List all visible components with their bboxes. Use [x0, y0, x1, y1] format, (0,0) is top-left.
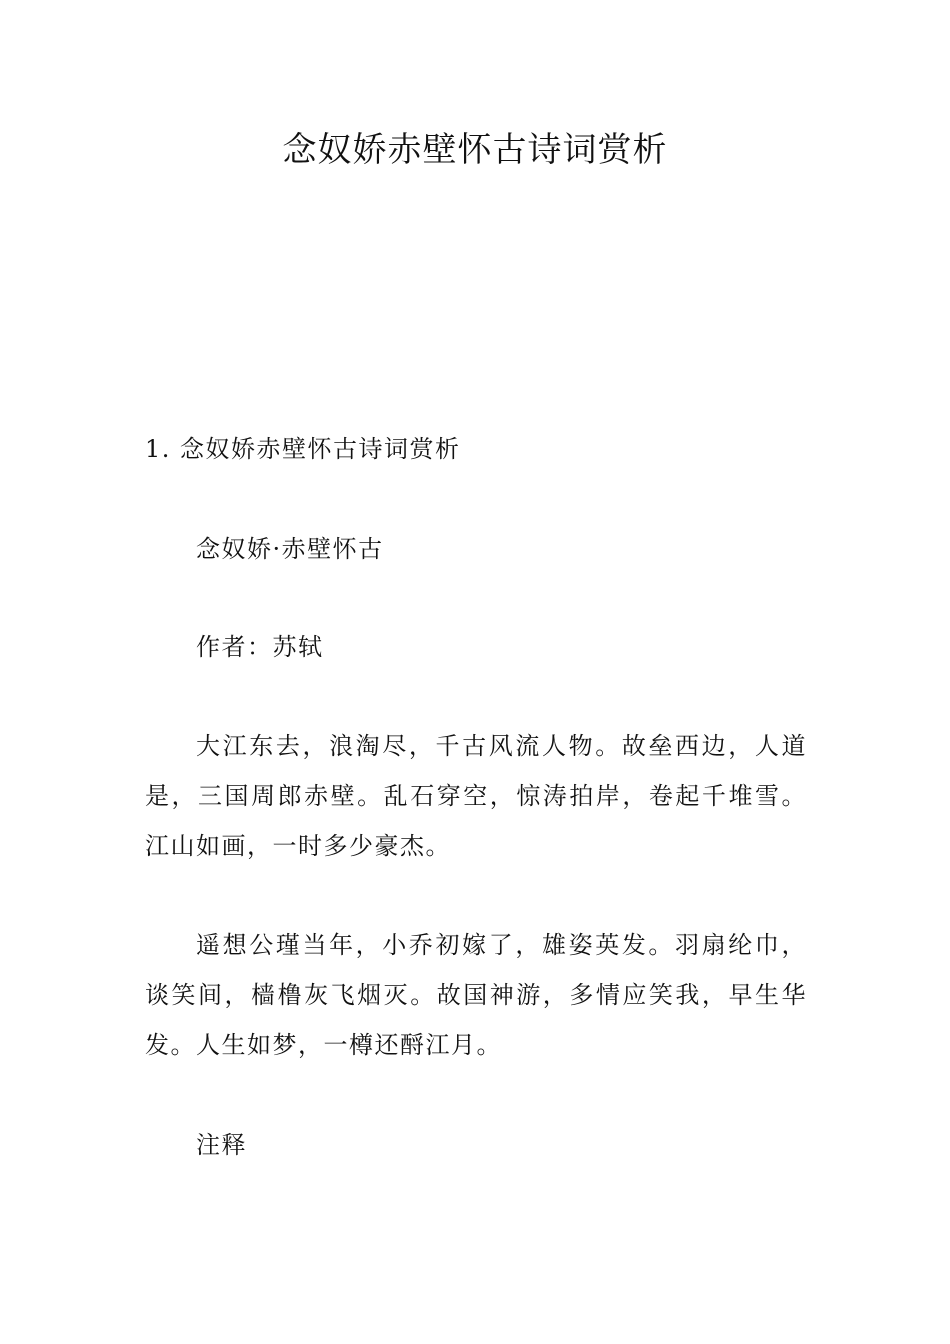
notes-label: 注释	[196, 1131, 247, 1159]
poem-stanza-1: 大江东去，浪淘尽，千古风流人物。故垒西边，人道是，三国周郎赤壁。乱石穿空，惊涛拍岸，卷起千堆雪。江山如画，一时多少豪杰。	[145, 732, 807, 860]
poem-title: 念奴娇·赤壁怀古	[196, 535, 384, 563]
poem-stanza-2: 遥想公瑾当年，小乔初嫁了，雄姿英发。羽扇纶巾，谈笑间，樯橹灰飞烟灭。故国神游，多情应笑我，早生华发。人生如梦，一樽还酹江月。	[145, 931, 807, 1059]
section-heading: 1. 念奴娇赤壁怀古诗词赏析	[145, 435, 461, 463]
document-title: 念奴娇赤壁怀古诗词赏析	[282, 130, 668, 170]
author-line: 作者：苏轼	[196, 633, 324, 661]
